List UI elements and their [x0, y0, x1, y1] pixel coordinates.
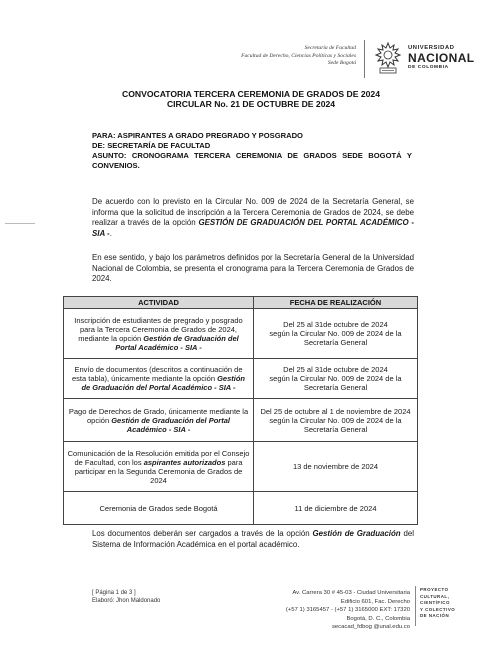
activity-cell: Envío de documentos (descritos a continuación de esta tabla), únicamente mediante la opción Gestión de Graduación del Portal Académico - SIA -	[64, 359, 254, 399]
activity-cell: Ceremonia de Grados sede Bogotá	[64, 492, 254, 525]
table-row	[64, 442, 418, 492]
table-row	[64, 359, 418, 399]
university-line2: NACIONAL	[408, 51, 475, 65]
table-row	[64, 399, 418, 442]
footer-divider	[415, 586, 416, 626]
elaborated-by: Elaboró: Jhon Maldonado	[92, 598, 161, 604]
paragraph-documents: Los documentos deberán ser cargados a través de la opción Gestión de Graduación del Sistema de Información Académica en el portal académico.	[92, 529, 414, 549]
paragraph-intro: De acuerdo con lo previsto en la Circular No. 009 de 2024 de la Secretaría General, se informa que la solicitud de inscripción a la Tercera Ceremonia de Grados de 2024, se debe realizar a través de la opción GESTIÓN DE GRADUACIÓN DEL PORTAL ACADÉMICO - SIA -.	[92, 197, 414, 239]
date-cell: Del 25 al 31de octubre de 2024 según la Circular No. 009 de 2024 de la Secretaría General	[254, 359, 418, 399]
office-line: Sede Bogotá	[327, 60, 356, 67]
project-tagline: PROYECTO CULTURAL, CIENTÍFICO Y COLECTIVO DE NACIÓN	[420, 587, 456, 619]
page-indicator: [ Página 1 de 3 ]	[92, 590, 136, 596]
university-line1: UNIVERSIDAD	[408, 45, 455, 51]
circular-number: CIRCULAR No. 21 DE OCTUBRE DE 2024	[166, 99, 336, 109]
column-header-activity: ACTIVIDAD	[64, 297, 254, 309]
margin-mark	[5, 223, 35, 224]
option-name: Gestión de Graduación	[312, 529, 401, 538]
paragraph-schedule: En ese sentido, y bajo los parámetros definidos por la Secretaría General de la Universidad Nacional de Colombia, se presenta el cronograma para la Tercera Ceremonia de Grados de 2024.	[92, 253, 414, 284]
date-cell: Del 25 al 31de octubre de 2024 según la Circular No. 009 de 2024 de la Secretaría General	[254, 309, 418, 359]
contact-email: secacad_fdbog @unal.edu.co	[331, 624, 410, 631]
activity-cell: Comunicación de la Resolución emitida por el Consejo de Facultad, con los aspirantes autorizados para participar en la Segunda Ceremonia de Grados de 2024	[64, 442, 254, 492]
table-row	[64, 309, 418, 359]
para-line: PARA: ASPIRANTES A GRADO PREGRADO Y POSGRADO	[92, 131, 303, 140]
office-line: Facultad de Derecho, Ciencias Políticas y Sociales	[241, 52, 356, 59]
table-header-row	[64, 297, 418, 309]
office-line: Secretaría de Facultad	[304, 45, 356, 51]
university-line3: DE COLOMBIA	[408, 65, 449, 70]
de-line: DE: SECRETARÍA DE FACULTAD	[92, 141, 211, 150]
schedule-table	[63, 296, 418, 525]
office-block	[156, 45, 356, 68]
date-cell: 11 de diciembre de 2024	[254, 492, 418, 525]
address-block	[92, 131, 412, 171]
activity-cell: Pago de Derechos de Grado, únicamente mediante la opción Gestión de Graduación del Portal Académico - SIA -	[64, 399, 254, 442]
footer-address: Av. Carrera 30 # 45-03 - Ciudad Universitaria Edificio 601, Fac. Derecho (+57 1) 3165457 - (+57 1) 3165000 EXT: 17320 Bogotá, D. C., Colombia secacad_fdbog @unal.edu.co	[210, 589, 410, 632]
option-name: GESTIÓN DE GRADUACIÓN DEL PORTAL ACADÉMICO - SIA -	[92, 218, 414, 239]
table-row	[64, 492, 418, 525]
column-header-date: FECHA DE REALIZACIÓN	[254, 297, 418, 309]
date-cell: Del 25 de octubre al 1 de noviembre de 2024 según la Circular No. 009 de 2024 de la Secretaría General	[254, 399, 418, 442]
asunto-line: ASUNTO: CRONOGRAMA TERCERA CEREMONIA DE GRADOS SEDE BOGOTÁ Y CONVENIOS.	[92, 151, 412, 170]
date-cell: 13 de noviembre de 2024	[254, 442, 418, 492]
header-divider	[364, 40, 365, 78]
university-logo	[408, 45, 475, 71]
university-seal-icon	[372, 41, 404, 75]
document-title: CONVOCATORIA TERCERA CEREMONIA DE GRADOS DE 2024	[121, 89, 380, 99]
footer-left	[92, 589, 160, 605]
activity-cell: Inscripción de estudiantes de pregrado y posgrado para la Tercera Ceremonia de Grados de 2024, mediante la opción Gestión de Graduación del Portal Académico - SIA -	[64, 309, 254, 359]
